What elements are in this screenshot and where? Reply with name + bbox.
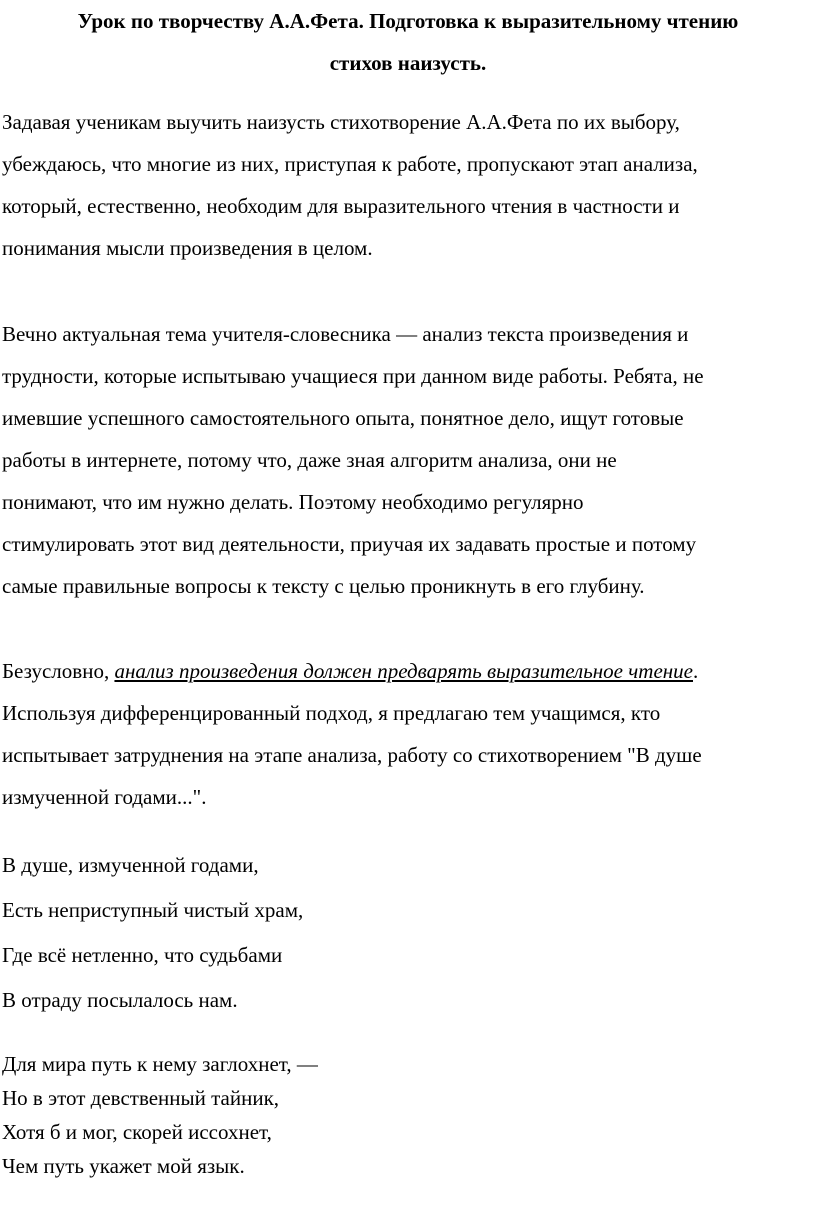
poem-line: Чем путь укажет мой язык. <box>2 1154 245 1178</box>
text-line: Вечно актуальная тема учителя-словесника — анализ текста произведения и <box>2 322 689 346</box>
paragraph-intro <box>2 101 814 269</box>
poem-line: Где всё нетленно, что судьбами <box>2 943 283 967</box>
text-line: Используя дифференцированный подход, я предлагаю тем учащимся, кто <box>2 701 661 725</box>
text-line: самые правильные вопросы к тексту с целью проникнуть в его глубину. <box>2 574 645 598</box>
title-line: Урок по творчеству А.А.Фета. Подготовка к выразительному чтению <box>77 9 739 33</box>
paragraph-topic <box>2 313 814 607</box>
poem-stanza-1 <box>2 843 303 1023</box>
text-line: который, естественно, необходим для выразительного чтения в частности и <box>2 194 680 218</box>
text-line: работы в интернете, потому что, даже зная алгоритм анализа, они не <box>2 448 617 472</box>
text-line <box>2 650 814 692</box>
poem-stanza-2 <box>2 1047 318 1183</box>
text-line: понимания мысли произведения в целом. <box>2 236 373 260</box>
poem-line: В отраду посылалось нам. <box>2 988 238 1012</box>
lead-text: Безусловно, <box>2 659 115 683</box>
trailing-punctuation: . <box>693 659 699 683</box>
poem-line: Есть неприступный чистый храм, <box>2 898 304 922</box>
title-line: стихов наизусть. <box>329 51 487 75</box>
text-line: стимулировать этот вид деятельности, приучая их задавать простые и потому <box>2 532 697 556</box>
text-line: трудности, которые испытываю учащиеся при данном виде работы. Ребята, не <box>2 364 704 388</box>
highlighted-phrase: анализ произведения должен предварять выразительное чтение <box>114 659 693 683</box>
text-line: Задавая ученикам выучить наизусть стихотворение А.А.Фета по их выбору, <box>2 110 680 134</box>
text-line: убеждаюсь, что многие из них, приступая к работе, пропускают этап анализа, <box>2 152 698 176</box>
text-line: понимают, что им нужно делать. Поэтому необходимо регулярно <box>2 490 584 514</box>
poem-line: Для мира путь к нему заглохнет, — <box>2 1052 318 1076</box>
text-line: имевшие успешного самостоятельного опыта, понятное дело, ищут готовые <box>2 406 684 430</box>
text-line: испытывает затруднения на этапе анализа, работу со стихотворением "В душе <box>2 743 702 767</box>
paragraph-method <box>2 650 814 818</box>
document-title <box>0 0 816 84</box>
poem-line: В душе, измученной годами, <box>2 853 259 877</box>
poem-line: Хотя б и мог, скорей иссохнет, <box>2 1120 272 1144</box>
text-line: измученной годами...". <box>2 785 207 809</box>
poem-line: Но в этот девственный тайник, <box>2 1086 280 1110</box>
